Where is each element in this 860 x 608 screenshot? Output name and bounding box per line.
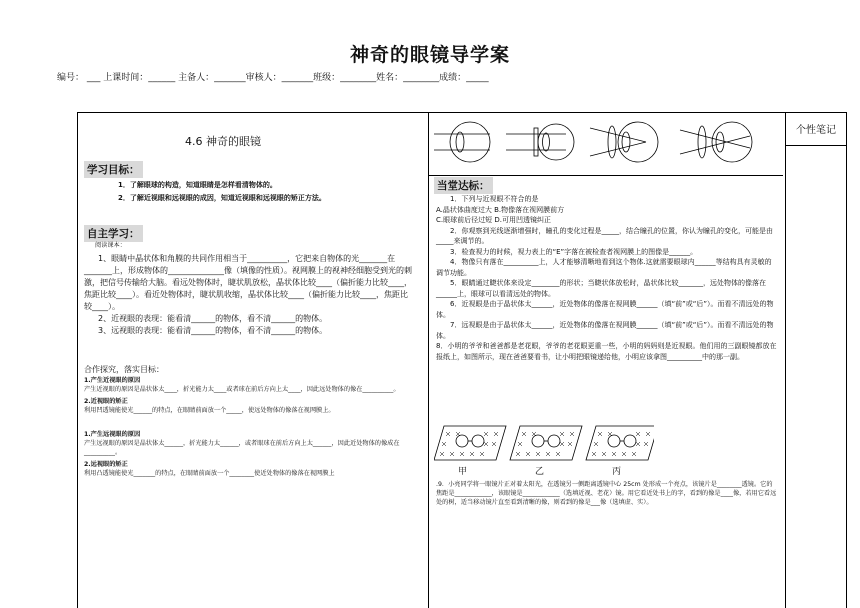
coop-1-head: 1.产生近视眼的原因 bbox=[84, 377, 141, 384]
column-divider-1 bbox=[428, 113, 429, 608]
eye-diagram-2 bbox=[506, 124, 574, 160]
coop-3-head: 1.产生远视眼的原因 bbox=[84, 431, 141, 438]
figure-jia bbox=[434, 426, 506, 460]
question-2: 2．你观察到光线逐渐增强时，瞳孔的变化过程是_____，结合瞳孔的位置，你认为瞳孔的变化，可能是由_____来调节的。 bbox=[436, 226, 773, 245]
class-practice-questions bbox=[436, 194, 778, 362]
coop-content bbox=[84, 376, 414, 478]
question-9: .9．小亮同学将一眼镜片正对着太阳光，在透镜另一侧距离透镜中心 25cm 处形成一个亮点，该镜片是________透镜。它的焦距是____________，该眼镜是____________（选填近视、老花）镜。用它看近处书上的字，看到的像是____像，若用它看远处的树，适当移动镜片直至看到清晰的像，则看到的像是___像（选填虚、实）。 bbox=[436, 481, 777, 506]
figure-yi bbox=[510, 426, 582, 460]
personal-notes-heading: 个性笔记 bbox=[796, 125, 836, 136]
coop-4-head: 2.远视眼的矫正 bbox=[84, 461, 128, 468]
question-6: 6．近视眼是由于晶状体太______，近处物体的像落在视网膜______（填“前”或“后”）。而看不清远处的物体。 bbox=[436, 300, 774, 319]
coop-heading: 合作探究，落实目标： bbox=[84, 365, 164, 374]
reading-note: 阅读课本： bbox=[95, 242, 126, 249]
self-para-3: 3、远视眼的表现：能看清______的物体，看不清______的物体。 bbox=[98, 326, 328, 335]
doc-title: 神奇的眼镜导学案 bbox=[349, 44, 510, 66]
question-1-option-ab: A.晶状体曲度过大 B.物像落在视网膜前方 bbox=[436, 205, 565, 214]
coop-2-head: 2.近视眼的矫正 bbox=[84, 398, 128, 405]
eye-diagram-1 bbox=[434, 122, 490, 162]
goals-heading: 学习目标： bbox=[84, 161, 143, 178]
figure-label-jia: 甲 bbox=[458, 467, 468, 477]
self-study-content bbox=[84, 253, 414, 337]
section-title: 4.6 神奇的眼镜 bbox=[185, 135, 261, 148]
figure-label-yi: 乙 bbox=[535, 467, 545, 477]
coop-1-body: 产生近视眼的原因是晶状体太____，折光能力太____或者球在前后方向上太____，因此远处物体的像在__________。 bbox=[84, 386, 400, 393]
notes-divider bbox=[785, 145, 846, 146]
column-divider-2 bbox=[785, 113, 786, 608]
self-para-1: 1、眼睛中晶状体和角膜的共同作用相当于__________，它把来自物体的光_______在_______上，形成物体的______________像（填像的性质）。视网膜上的视神经细胞受到光的刺激，把信号传输给大脑。看远处物体时，睫状肌放松，晶状体比较____（偏折能力比较____，焦距比较____）。看近处物体时，睫状肌收缩，晶状体比较____（偏折能力比较____，焦距比较____）。 bbox=[84, 254, 412, 311]
class-practice-heading: 当堂达标： bbox=[434, 177, 493, 194]
question-7: 7．远视眼是由于晶状体太______，近处物体的像落在视网膜______（填“前”或“后”）。而看不清远处的物体。 bbox=[436, 321, 774, 340]
doc-meta-line: 编号： ___ 上课时间：______ 主备人：_______审核人：_______班级：________姓名：________成绩：_____ bbox=[57, 73, 489, 83]
eye-diagram-3 bbox=[590, 122, 658, 162]
question-8: 8．小明的爷爷和爸爸都是老花眼，爷爷的老花眼更重一些，小明的妈妈则是近视眼。他们用的三副眼镜都放在报纸上，如图所示，现在爸爸要看书，让小明把眼镜递给他，小明应该拿图__________中的那一副。 bbox=[436, 342, 777, 361]
goals-list bbox=[118, 180, 418, 203]
self-study-heading: 自主学习： bbox=[84, 225, 143, 242]
eye-diagram-4 bbox=[680, 122, 752, 162]
question-1: 1．下列与近视眼不符合的是 bbox=[450, 195, 539, 203]
self-para-2: 2、近视眼的表现：能看清______的物体，看不清______的物体。 bbox=[98, 314, 328, 323]
figure-bing bbox=[586, 426, 654, 460]
eye-diagrams bbox=[430, 118, 782, 168]
question-4: 4．物像只有落在__________上，人才能够清晰地看到这个物体.这就需要眼球内______等结构具有灵敏的调节功能。 bbox=[436, 258, 772, 277]
goal-2: 2．了解近视眼和远视眼的成因，知道近视眼和远视眼的矫正方法。 bbox=[118, 193, 326, 202]
question-1-option-cd: C.眼球前后径过短 D.可用凹透镜纠正 bbox=[436, 216, 551, 224]
goal-1: 1．了解眼球的构造，知道眼睛是怎样看清物体的。 bbox=[118, 181, 277, 189]
question-5: 5．眼睛通过睫状体来设定________的形状；当睫状体放松时，晶状体比较_______，远处物体的像落在______上，眼球可以看清远处的物体。 bbox=[436, 279, 766, 298]
figure-label-bing: 丙 bbox=[612, 467, 622, 477]
question-3: 3．检查视力的时候，视力表上的“E”字落在被检查者视网膜上的图像是______。 bbox=[450, 247, 698, 256]
coop-3-body: 产生远视眼的原因是晶状体太______，折光能力太______，或者眼球在前后方向上太______，因此近处物体的像成在__________。 bbox=[84, 440, 400, 456]
coop-4-body: 利用凸透镜能使光_______的特点，在眼睛前面放一个________使近处物体的像落在视网膜上 bbox=[84, 470, 335, 477]
glasses-figures bbox=[434, 424, 654, 464]
coop-2-body: 利用凹透镜能使光______的特点，在眼睛前面放一个_____，使远处物体的像落在视网膜上。 bbox=[84, 407, 335, 414]
